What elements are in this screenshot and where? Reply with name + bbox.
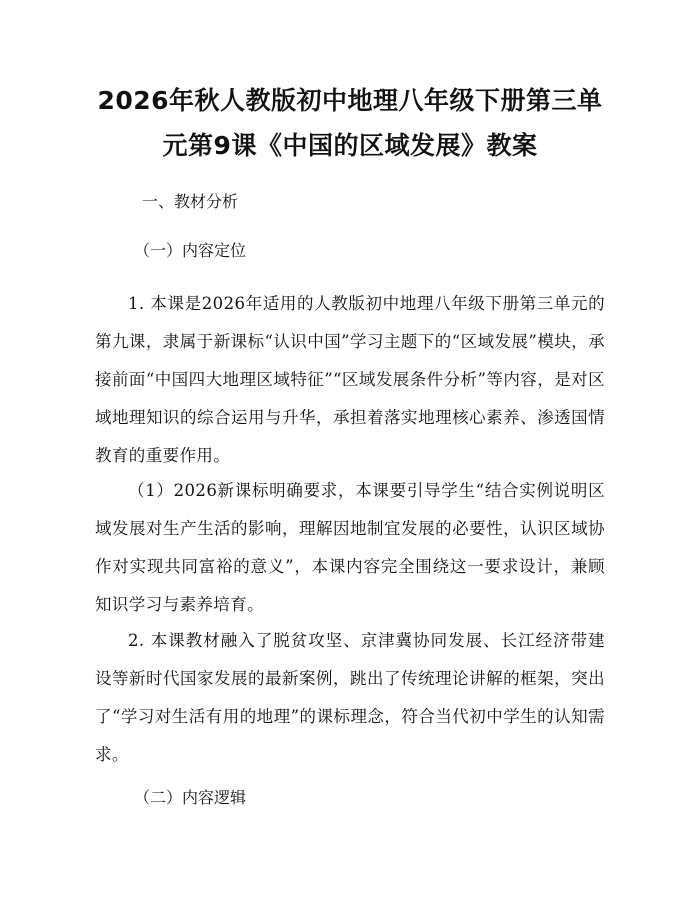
paragraph-textbook-cases: 2. 本课教材融入了脱贫攻坚、京津冀协同发展、长江经济带建设等新时代国家发展的最新案例，跳出了传统理论讲解的框架，突出了“学习对生活有用的地理”的课标理念，符合当代初中学生的认知需求。 <box>95 631 605 764</box>
section-heading-textbook-analysis: 一、教材分析 <box>142 192 239 211</box>
subsection-heading-content-positioning: （一）内容定位 <box>134 241 247 260</box>
paragraph-curriculum-requirement: （1）2026新课标明确要求，本课要引导学生“结合实例说明区域发展对生产生活的影响，理解因地制宜发展的必要性，认识区域协作对实现共同富裕的意义”，本课内容完全围绕这一要求设计，兼顾知识学习与素养培育。 <box>95 481 605 614</box>
document-title: 2026年秋人教版初中地理八年级下册第三单元第9课《中国的区域发展》教案 <box>97 86 603 160</box>
paragraph-lesson-positioning: 1. 本课是2026年适用的人教版初中地理八年级下册第三单元的第九课，隶属于新课标“认识中国”学习主题下的“区域发展”模块，承接前面“中国四大地理区域特征”“区域发展条件分析”等内容，是对区域地理知识的综合运用与升华，承担着落实地理核心素养、渗透国情教育的重要作用。 <box>95 294 605 465</box>
subsection-heading-content-logic: （二）内容逻辑 <box>134 788 247 807</box>
